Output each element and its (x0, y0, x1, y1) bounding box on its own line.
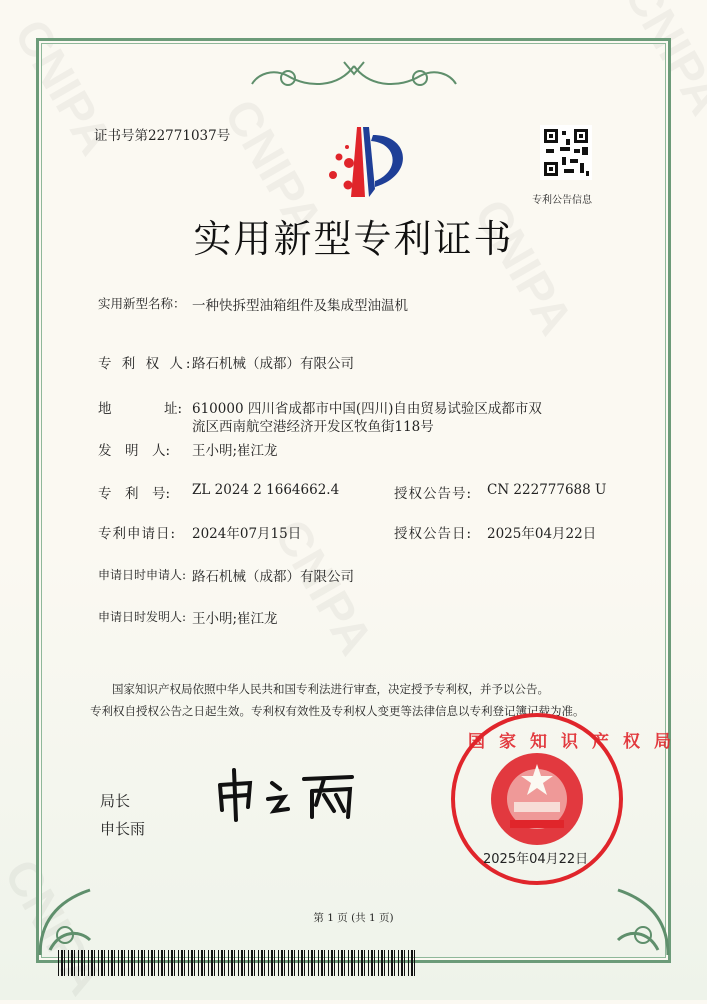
seal-text: 国家知识产权局 (468, 732, 685, 752)
notice-line-2: 专利权自授权公告之日起生效。专利权有效性及专利权人变更等法律信息以专利登记簿记载为准。 (90, 704, 585, 718)
qr-code-icon[interactable] (540, 125, 592, 180)
address-line-2: 流区西南航空港经济开发区牧鱼街118号 (192, 419, 434, 435)
signature-icon (212, 765, 362, 825)
filing-date-label: 专利申请日: (98, 526, 177, 542)
inventor-at-filing: 王小明;崔江龙 (192, 611, 278, 627)
address-label: 地 (98, 401, 112, 417)
utility-model-name-label: 实用新型名称： (98, 296, 186, 311)
address-label-suffix: 址: (164, 401, 183, 417)
address-line-1: 610000 四川省成都市中国(四川)自由贸易试验区成都市双 (192, 401, 542, 417)
applicant-at-filing-label: 申请日时申请人: (98, 568, 187, 582)
cnipa-logo-icon (305, 125, 415, 200)
page-title: 实用新型专利证书 (193, 217, 514, 261)
patent-number-label: 专 利 号: (98, 486, 171, 502)
grant-publication-number-label: 授权公告号: (394, 486, 473, 502)
signer-name: 申长雨 (100, 820, 146, 838)
inventor-at-filing-label: 申请日时发明人: (98, 610, 187, 624)
qr-caption: 专利公告信息 (532, 195, 592, 206)
grant-publication-date: 2025年04月22日 (487, 526, 597, 542)
signer-title: 局长 (100, 792, 131, 810)
certificate-number: 证书号第22771037号 (94, 128, 231, 144)
patentee-label: 专 利 权 人: (98, 356, 194, 372)
barcode (58, 950, 418, 976)
seal-date: 2025年04月22日 (483, 852, 589, 867)
patentee: 路石机械（成都）有限公司 (192, 356, 354, 372)
page-footer: 第 1 页 (共 1 页) (313, 912, 394, 924)
patent-number: ZL 2024 2 1664662.4 (192, 482, 340, 498)
top-ornament-icon (248, 58, 460, 98)
utility-model-name: 一种快拆型油箱组件及集成型油温机 (192, 298, 408, 314)
inventor: 王小明;崔江龙 (192, 443, 278, 459)
filing-date: 2024年07月15日 (192, 526, 302, 542)
grant-publication-number: CN 222777688 U (487, 482, 607, 498)
inventor-label: 发 明 人: (98, 443, 171, 459)
grant-publication-date-label: 授权公告日: (394, 526, 473, 542)
notice-line-1: 国家知识产权局依照中华人民共和国专利法进行审查，决定授予专利权，并予以公告。 (112, 682, 549, 696)
applicant-at-filing: 路石机械（成都）有限公司 (192, 569, 354, 585)
